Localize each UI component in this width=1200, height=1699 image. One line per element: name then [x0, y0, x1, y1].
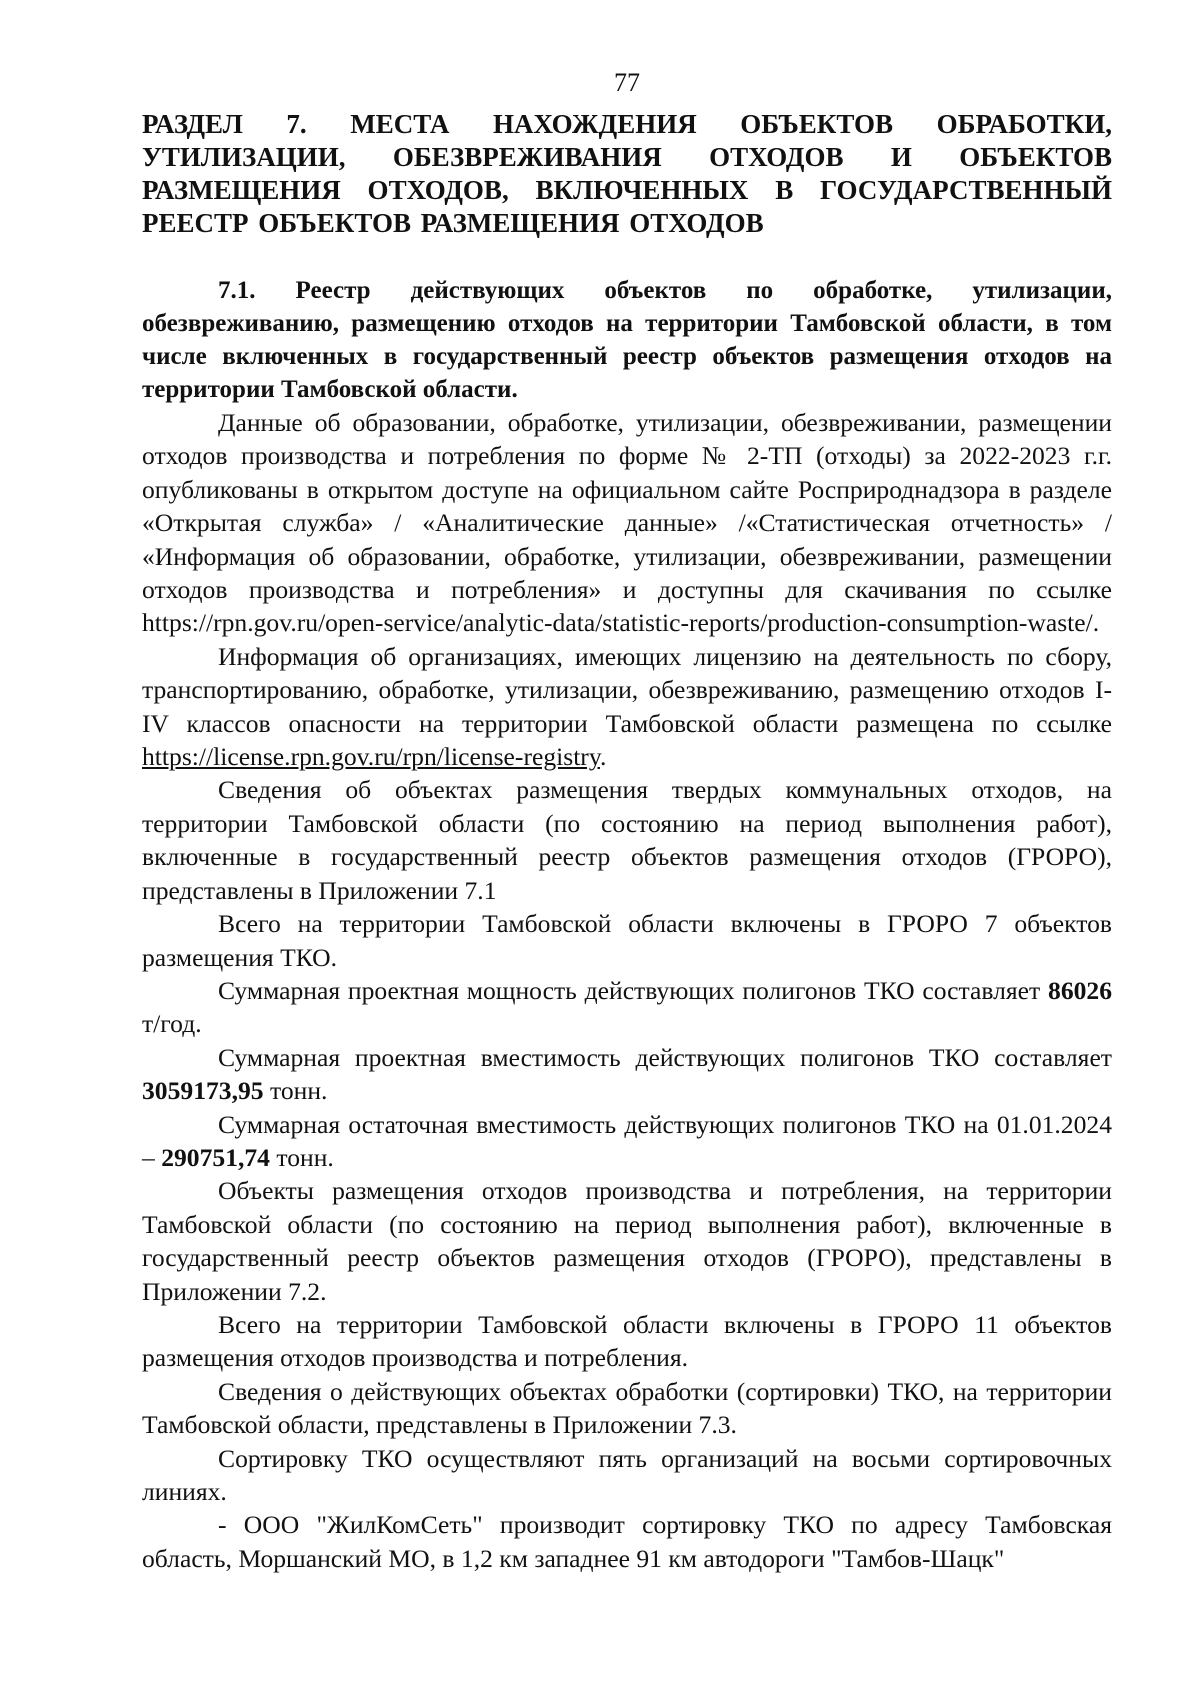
page-number: 77: [614, 68, 640, 97]
paragraph-tko-objects: Сведения об объектах размещения твердых коммунальных отходов, на территории Тамбовской области (по состоянию на период выполнения работ), включенные в государственный реестр объектов размещения отходов (ГРОРО), представлены в Приложении 7.1: [142, 775, 1112, 905]
paragraph-zhilkomset: - ООО "ЖилКомСеть" производит сортировку ТКО по адресу Тамбовская область, Моршанский МО, в 1,2 км западнее 91 км автодороги "Тамбов-Шацк": [142, 1510, 1112, 1573]
residual-volume-value: 290751,74: [161, 1142, 270, 1172]
unit-text: т/год.: [142, 1009, 202, 1039]
paragraph-production-waste-count: Всего на территории Тамбовской области включены в ГРОРО 11 объектов размещения отходов производства и потребления.: [142, 1309, 1112, 1373]
subsection-title: 7.1. Реестр действующих объектов по обработке, утилизации, обезвреживанию, размещению отходов на территории Тамбовской области, в том числе включенных в государственный реестр объектов размещения отходов на территории Тамбовской области.: [142, 277, 1112, 403]
paragraph-waste-statistics: Данные об образовании, обработке, утилизации, обезвреживании, размещении отходов производства и потребления по форме № 2-ТП (отходы) за 2022-2023 г.г. опубликованы в открытом доступе на официальном сайте Росприроднадзора в разделе «Открытая служба» / «Аналитические данные» /«Статистическая отчетность» / «Информация об образовании, обработке, утилизации, обезвреживании, размещении отходов производства и потребления» и доступны для скачивания по ссылке https://rpn.gov.ru/open-service/analytic-data/statistic-reports/production-consumption-waste/.: [142, 408, 1112, 638]
paragraph-design-capacity: [142, 974, 1112, 1041]
paragraph-sorting-organizations: Сортировку ТКО осуществляют пять организаций на восьми сортировочных линиях.: [142, 1443, 1112, 1506]
section-title: РАЗДЕЛ 7. МЕСТА НАХОЖДЕНИЯ ОБЪЕКТОВ ОБРАБОТКИ, УТИЛИЗАЦИИ, ОБЕЗВРЕЖИВАНИЯ ОТХОДОВ И ОБЪЕКТОВ РАЗМЕЩЕНИЯ ОТХОДОВ, ВКЛЮЧЕННЫХ В ГОСУДАРСТВЕННЫЙ РЕЕСТР ОБЪЕКТОВ РАЗМЕЩЕНИЯ ОТХОДОВ: [142, 109, 1112, 238]
design-volume-value: 3059173,95: [142, 1076, 264, 1106]
paragraph-text: Информация об организациях, имеющих лицензию на деятельность по сбору, транспортированию, обработке, утилизации, обезвреживанию, размещению отходов I-IV классов опасности на территории Тамбовской области размещена по ссылке: [142, 641, 1112, 738]
unit-text: тонн.: [263, 1076, 328, 1106]
license-registry-link[interactable]: https://license.rpn.gov.ru/rpn/license-registry: [142, 742, 600, 772]
unit-text: тонн.: [269, 1142, 334, 1172]
paragraph-text: Суммарная остаточная вместимость действующих полигонов ТКО на 01.01.2024 –: [142, 1109, 1112, 1172]
paragraph-tko-count: Всего на территории Тамбовской области включены в ГРОРО 7 объектов размещения ТКО.: [142, 909, 1112, 972]
paragraph-production-waste-objects: Объекты размещения отходов производства и потребления, на территории Тамбовской области (по состоянию на период выполнения работ), включенные в государственный реестр объектов размещения отходов (ГРОРО), представлены в Приложении 7.2.: [142, 1176, 1112, 1306]
paragraph-text: Суммарная проектная мощность действующих полигонов ТКО составляет: [218, 975, 1049, 1005]
paragraph-residual-volume: [142, 1108, 1112, 1175]
paragraph-sorting-objects: Сведения о действующих объектах обработки (сортировки) ТКО, на территории Тамбовской области, представлены в Приложении 7.3.: [142, 1376, 1112, 1440]
paragraph-license-info: [142, 640, 1112, 774]
paragraph-text: .: [599, 742, 607, 772]
design-capacity-value: 86026: [1048, 975, 1112, 1005]
paragraph-design-volume: [142, 1041, 1112, 1108]
paragraph-text: Суммарная проектная вместимость действующих полигонов ТКО составляет: [218, 1042, 1112, 1072]
